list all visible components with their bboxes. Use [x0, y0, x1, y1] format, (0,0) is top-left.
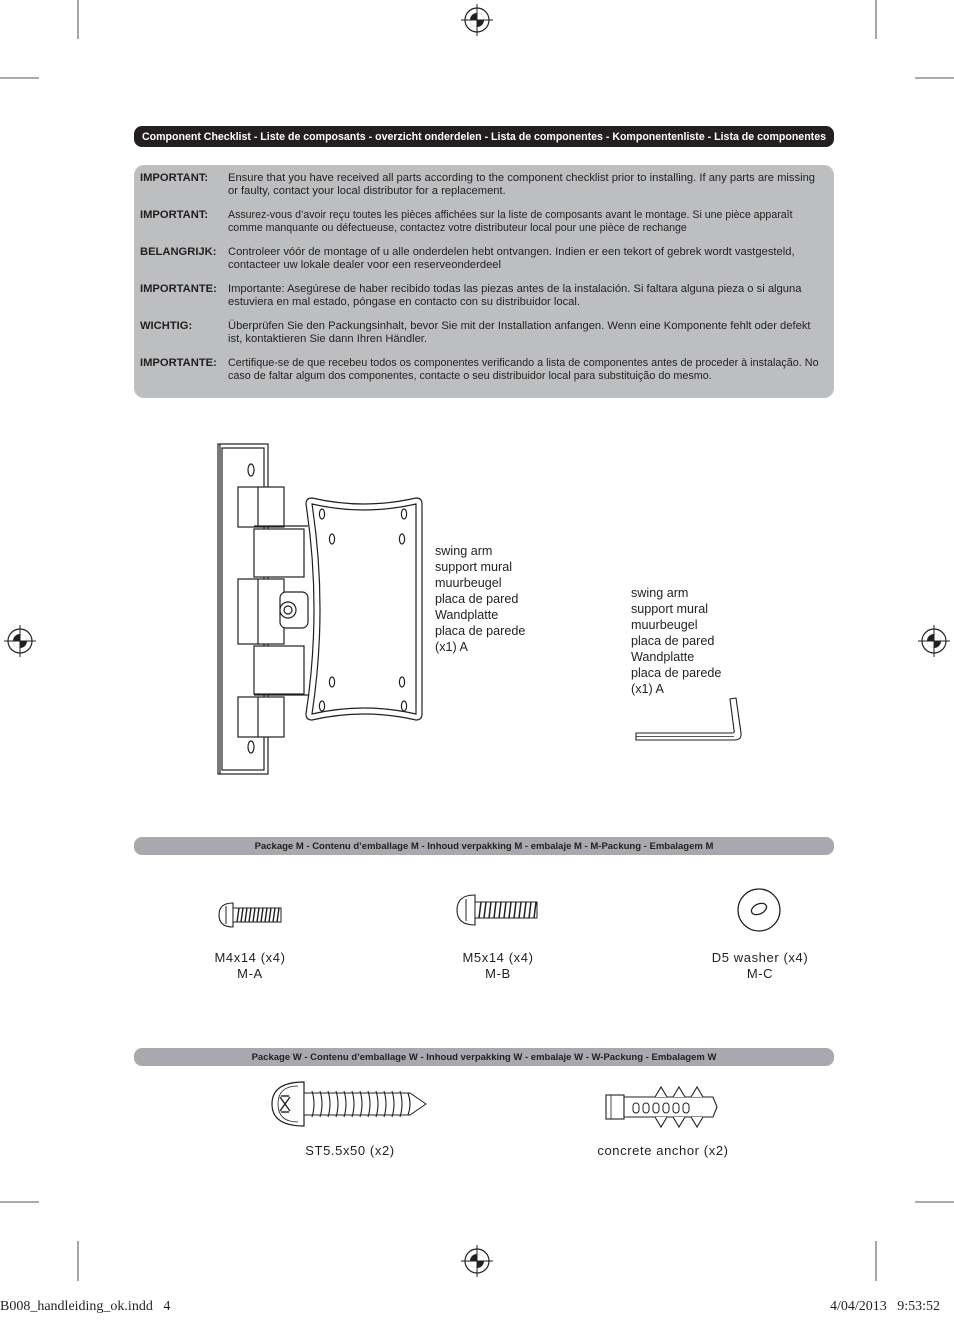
notice-label: WICHTIG:	[140, 320, 193, 332]
screw-m4-icon	[217, 900, 283, 930]
part-name: D5 washer (x4)	[711, 950, 809, 965]
notice-label: IMPORTANT:	[140, 209, 209, 221]
caption-line: placa de parede	[631, 666, 722, 680]
notice-row	[140, 172, 824, 198]
caption-line: placa de parede	[435, 624, 526, 638]
caption-line: swing arm	[631, 586, 689, 600]
notice-label: IMPORTANTE:	[140, 357, 217, 369]
caption-line: placa de pared	[435, 592, 519, 606]
notice-text: Importante: Asegúrese de haber recibido todas las piezas antes de la instalación. Si faltara alguna pieza o si alguna estuviera en mal estado, póngase en contacto con su distribuidor local.	[228, 283, 802, 308]
notice-label: BELANGRIJK:	[140, 246, 217, 258]
caption-line: swing arm	[435, 544, 493, 558]
notice-row	[140, 209, 824, 235]
part-label-concrete-anchor: concrete anchor (x2)	[597, 1143, 729, 1158]
package-w-header: Package W - Contenu d’emballage W - Inhoud verpakking W - embalaje W - W-Packung - Embalagem W	[134, 1048, 834, 1066]
swing-arm-bracket-icon	[214, 442, 434, 782]
footer-filename: B008_handleiding_ok.indd 4	[0, 1299, 171, 1314]
notice-text: Controleer vóór de montage of u alle onderdelen hebt ontvangen. Indien er een tekort of gebrek wordt vastgesteld, contacteer uw lokale dealer voor een reserveonderdeel	[228, 246, 795, 271]
package-m-header: Package M - Contenu d’emballage M - Inhoud verpakking M - embalaje M - M-Packung - Embalagem M	[134, 837, 834, 855]
part-name: M4x14 (x4)	[214, 950, 286, 965]
registration-mark-icon	[918, 625, 950, 657]
registration-mark-icon	[4, 625, 36, 657]
allen-key-icon	[634, 695, 744, 745]
part-label-m-c	[680, 950, 840, 982]
notice-text: Überprüfen Sie den Packungsinhalt, bevor Sie mit der Installation anfangen. Wenn eine Komponente fehlt oder defekt ist, kontaktieren Sie dann Ihren Händler.	[228, 320, 811, 345]
caption-line: muurbeugel	[435, 576, 502, 590]
caption-line: (x1) A	[435, 640, 468, 654]
swing-arm-caption	[435, 543, 525, 655]
part-code: M-A	[237, 966, 263, 981]
caption-line: support mural	[435, 560, 512, 574]
part-label-m-a	[180, 950, 320, 982]
notice-label: IMPORTANT:	[140, 172, 209, 184]
notice-text: Assurez-vous d’avoir reçu toutes les pièces affichées sur la liste de composants avant le montage. Si une pièce apparaît comme manquante ou défectueuse, contactez votre distributeur local pour une pièce de rechange	[228, 209, 793, 234]
notice-label: IMPORTANTE:	[140, 283, 217, 295]
notice-row	[140, 320, 824, 346]
concrete-anchor-icon	[603, 1083, 723, 1131]
registration-mark-icon	[461, 1245, 493, 1277]
wood-screw-icon	[270, 1079, 430, 1129]
notice-row	[140, 246, 824, 272]
part-code: M-C	[746, 966, 774, 981]
component-checklist-header: Component Checklist - Liste de composants - overzicht onderdelen - Lista de componentes - Komponentenliste - Lista de componentes	[134, 126, 834, 147]
registration-mark-icon	[461, 4, 493, 36]
notice-row	[140, 357, 824, 383]
screw-m5-icon	[455, 893, 539, 927]
caption-line: Wandplatte	[631, 650, 695, 664]
part-label-wood-screw: ST5.5x50 (x2)	[305, 1143, 395, 1158]
caption-line: muurbeugel	[631, 618, 698, 632]
caption-line: placa de pared	[631, 634, 715, 648]
caption-line: support mural	[631, 602, 708, 616]
part-code: M-B	[485, 966, 511, 981]
allen-key-caption	[631, 585, 721, 697]
caption-line: Wandplatte	[435, 608, 499, 622]
notice-text: Ensure that you have received all parts according to the component checklist prior to installing. If any parts are missing or faulty, contact your local distributor for a replacement.	[228, 172, 816, 197]
notice-text: Certifique-se de que recebeu todos os componentes verificando a lista de componentes antes de proceder à instalação. No caso de faltar algum dos componentes, contacte o seu distribuidor local para substituição do mesmo.	[228, 357, 819, 382]
notice-row	[140, 283, 824, 309]
caption-line: (x1) A	[631, 682, 664, 696]
part-label-m-b	[428, 950, 568, 982]
part-name: M5x14 (x4)	[462, 950, 534, 965]
washer-icon	[736, 887, 782, 933]
footer-timestamp: 4/04/2013 9:53:52	[829, 1299, 940, 1314]
important-notice-panel	[134, 165, 834, 398]
